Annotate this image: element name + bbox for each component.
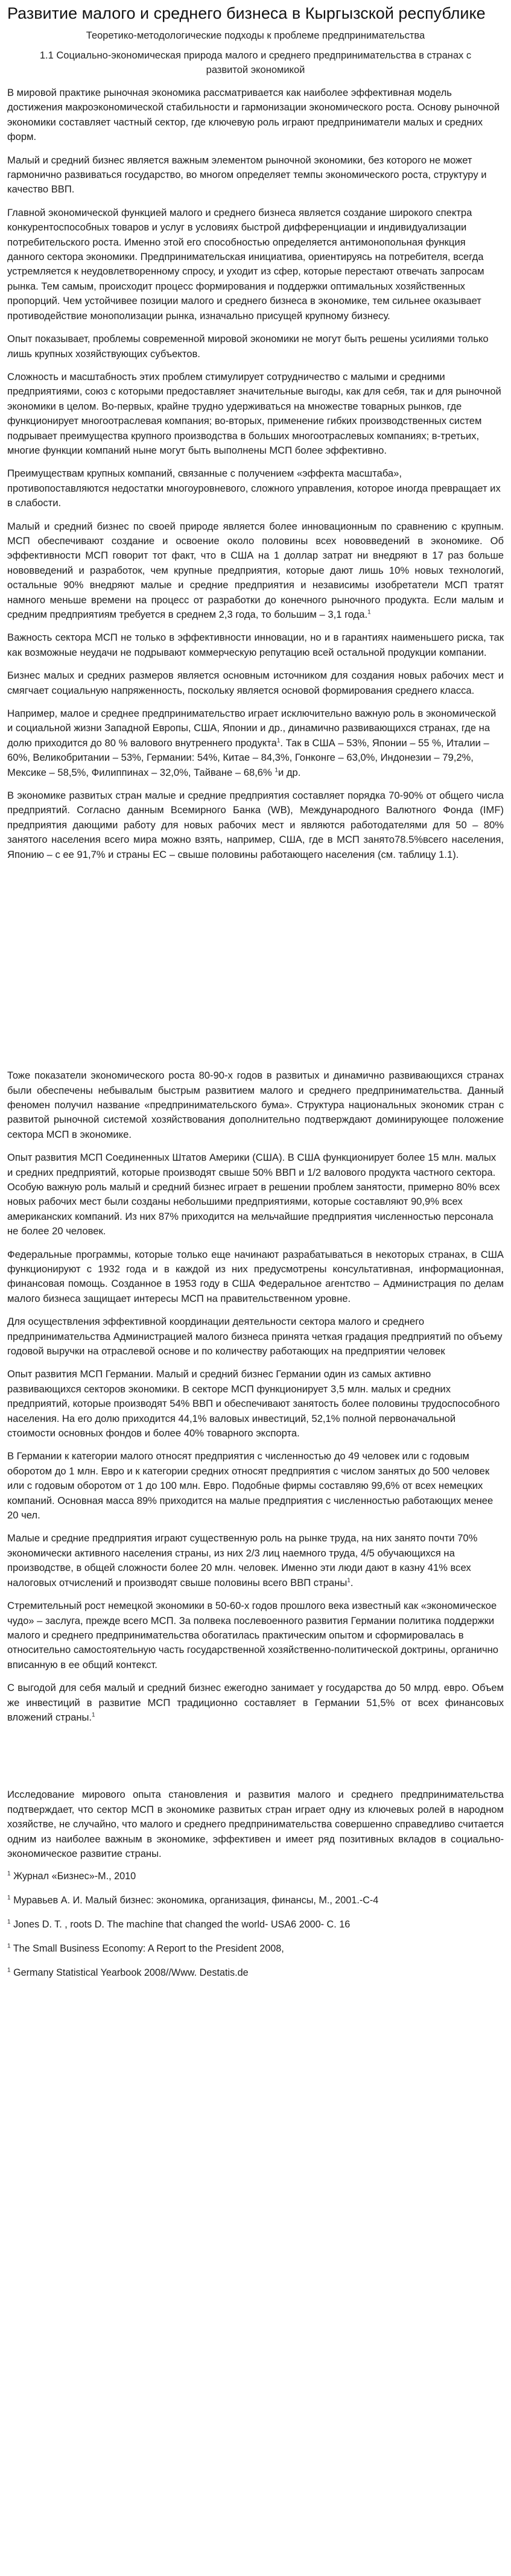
paragraph: В экономике развитых стран малые и средние предприятия составляет порядка 70-90% от общего числа предприятий. Согласно данным Всемирного Банка (WB), Международного Валютного Фонда (IMF) предприятия дающими работу для новых рабочих мест и являются работодателями для 50 – 80% занятого населения всего мира можно взять, например, США, где в МСП занято78.5%всего населения, Японию – с ее 91,7% и страны ЕС – свыше половины работающего населения (см. таблицу 1.1). — [7, 790, 504, 860]
paragraph-with-footnote — [7, 1681, 504, 1725]
paragraph: Опыт развития МСП Германии. Малый и средний бизнес Германии один из самых активно развивающихся секторов экономики. В секторе МСП функционирует 3,5 млн. малых и средних предприятий, которые производят 54% ВВП и обеспечивают занятость более половины трудоспособного населения. На его долю приходится 44,1% валовых инвестиций, 52,1% полной первоначальной стоимости основных фондов и более 40% товарного экспорта. — [7, 1368, 500, 1439]
paragraph-text: С выгодой для себя малый и средний бизнес ежегодно занимает у государства до 50 млрд. евро. Объем же инвестиций в развитие МСП традиционно составляет в Германии 51,5% от всех финансовых вложений страны. — [7, 1682, 504, 1723]
document-title: Развитие малого и среднего бизнеса в Кыргызской республике — [7, 4, 486, 22]
footnote-mark: 1 — [7, 1894, 11, 1902]
paragraph: Важность сектора МСП не только в эффективности инновации, но и в гарантиях наименьшего риска, так как возможные неудачи не подрывают коммерческую репутацию всей остальной продукции компании. — [7, 632, 504, 658]
footnote — [7, 1870, 504, 1883]
paragraph-with-footnote — [7, 706, 504, 780]
footnote-text: Журнал «Бизнес»-М., 2010 — [13, 1871, 136, 1882]
footnote-mark: 1 — [276, 737, 281, 744]
footnote-mark: 1 — [92, 1712, 95, 1719]
footnote-text: The Small Business Economy: A Report to the President 2008, — [13, 1943, 284, 1955]
paragraph: В Германии к категории малого относят предприятия с численностью до 49 человек или с годовым оборотом до 1 млн. Евро и к категории средних относят предприятия с числом занятых до 500 человек или с годовым оборотом от 1 до 100 млн. Евро. Подобные фирмы составляю 99,6% от всех немецких компаний. Основная масса 89% приходится на малые предприятия с численностью работающих менее 20 чел. — [7, 1450, 494, 1521]
paragraph-text-continued: . Так в США – 53%, Японии – 55 %, Италии – 60%, Великобритании – 53%, Германии: 54%, Китае – 84,3%, Гонконге – 63,0%, Индонезии – 79,2%, Мексике – 58,5%, Филиппинах – 32,0%, Тайване – 68,6% — [7, 737, 489, 778]
footnote — [7, 1942, 504, 1955]
paragraph-with-footnote: Малые и средние предприятия играют существенную роль на рынке труда, на них занято почти 70% экономически активного населения страны, из них 2/3 лиц наемного труда, 4/5 обучающихся на производстве, в общей сложности более 20 млн. человек. Именно эти люди дают в казну 41% всех налоговых отчислений и производят свыше половины всего ВВП страны$^1$. — [7, 1532, 478, 1588]
paragraph: Для осуществления эффективной координации деятельности сектора малого и среднего предпринимательства Администрацией малого бизнеса принята четкая градация предприятий по объему годовой выручки на отраслевой основе и по количеству работающих на предприятии человек — [7, 1316, 503, 1357]
footnote-mark: 1 — [275, 767, 278, 774]
paragraph: Федеральные программы, которые только еще начинают разрабатываться в некоторых странах, в США функционируют с 1932 года и в каждой из них предусмотрены консультативная, информационная, финансовая помощь. Созданное в 1953 году в США Федеральное агентство – Администрация по делам малого бизнеса защищает интересы МСП на правительственном уровне. — [7, 1248, 504, 1304]
footnote-mark: 1 — [7, 1943, 11, 1950]
paragraph: Стремительный рост немецкой экономики в 50-60-х годов прошлого века известный как «экономическое чудо» – заслуга, прежде всего МСП. За полвека послевоенного развития Германии политика поддержки малого и среднего предпринимательства обогатилась практическим опытом и сформировалась в относительно самостоятельную часть государственной хозяйственно-политической доктрины, органично вписанную в ее общий контекст. — [7, 1600, 499, 1670]
paragraph-text: Малый и средний бизнес по своей природе является более инновационным по сравнению с крупным. МСП обеспечивают создание и освоение около половины всех нововведений в экономике. Об эффективности МСП говорит тот факт, что в США на 1 доллар затрат ни внедряют в 17 раз больше нововведений и разработок, чем крупные предприятия, которые дают лишь 10% новых технологий, остальные 90% внедряют малые и средние предприятия и независимы изобретатели МСП тратят намного меньше времени на процесс от разработки до конечного рыночного продукта. Если малым и средним предприятиям требуется в среднем 2,3 года, то большим – 3,1 года. — [7, 520, 504, 620]
paragraph: Бизнес малых и средних размеров является основным источником для создания новых рабочих мест и смягчает социальную напряженность, поскольку является основой формирования среднего класса. — [7, 670, 504, 696]
paragraph: В мировой практике рыночная экономика рассматривается как наиболее эффективная модель достижения макроэкономической стабильности и гармонизации экономического роста. Основу рыночной экономики составляет частный сектор, где ключевую роль играют предприниматели малых и средних форм. — [7, 87, 500, 143]
blank-space — [7, 1733, 504, 1788]
paragraph-text: Например, малое и среднее предпринимательство играет исключительно важную роль в экономической и социальной жизни Западной Европы, США, Японии и др., динамично развивающихся странах, где на долю приходится до 80 % валового внутреннего продукта — [7, 708, 497, 749]
paragraph: Главной экономической функцией малого и среднего бизнеса является создание широкого спектра конкурентоспособных товаров и услуг в условиях быстрой дифференциации и индивидуализации потребительского роста. Именно этой его способностью определяется антимонопольная функция данного сектора экономики. Предпринимательская инициатива, ориентируясь на потребителя, всегда устремляется к неудовлетворенному спросу, и уходит из сфер, которые перестают отвечать запросам рынка. Тем самым, происходит процесс формирования и поддержки оптимальных хозяйственных пропорций. Чем устойчивее позиции малого и среднего бизнеса в экономике, тем сильнее оказывает противодействие монополизации рынка, изначально присущей крупному бизнесу. — [7, 206, 484, 322]
paragraph: Тоже показатели экономического роста 80-90-х годов в развитых и динамично развивающихся странах были обеспечены небывалым быстрым развитием малого и среднего предпринимательства. Данный феномен получил название «предпринимательского бума». Структура национальных экономик стран с развитой рыночной системой хозяйствования дополнительно подтверждают доминирующее положение сектора МСП в экономике. — [7, 1070, 504, 1140]
paragraph: Малый и средний бизнес является важным элементом рыночной экономики, без которого не может гармонично развиваться государство, во многом определяет темпы экономического роста, структуру и качество ВВП. — [7, 154, 487, 195]
footnote-text: Jones D. T. , roots D. The machine that changed the world- USA6 2000- C. 16 — [13, 1919, 351, 1930]
footnote-text: Germany Statistical Yearbook 2008//Www. Destatis.de — [13, 1967, 249, 1979]
document-subtitle: Теоретико-методологические подходы к проблеме предпринимательства — [86, 30, 425, 41]
footnote — [7, 1918, 504, 1931]
footnote — [7, 1966, 504, 1979]
paragraph: Опыт развития МСП Соединенных Штатов Америки (США). В США функционирует более 15 млн. малых и средних предприятий, которые производят свыше 50% ВВП и 1/2 валового продукта частного сектора. Особую важную роль малый и средний бизнес играет в решении проблем занятости, примерно 80% всех новых рабочих мест были созданы небольшими предприятиями, которые составляют 90,9% всех американских компаний. Из них 87% приходится на мельчайшие предприятия численностью персонала не более 20 человек. — [7, 1152, 500, 1237]
paragraph: Исследование мирового опыта становления и развития малого и среднего предпринимательства подтверждает, что сектор МСП в экономике развитых стран играет одну из ключевых ролей в народном хозяйстве, не случайно, что малого и среднего предпринимательства совершенно справедливо считается одним из наиболее важным в экономике, эффективен и имеет ряд позитивных вкладов в социально- экономическое развитие страны. — [7, 1789, 504, 1859]
footnote-mark: 1 — [7, 1918, 11, 1926]
paragraph-text-end: и др. — [278, 766, 301, 778]
blank-space — [7, 871, 504, 1068]
paragraph-text: Малые и средние предприятия играют существенную роль на рынке труда, на них занято почти 70% экономически активного населения страны, из них 2/3 лиц наемного труда, 4/5 обучающихся на производстве, в общей сложности более 20 млн. человек. Именно эти люди дают в казну 41% всех налоговых отчислений и производят свыше половины всего ВВП страны — [7, 1532, 478, 1588]
footnote — [7, 1894, 504, 1907]
section-heading: 1.1 Социально-экономическая природа малого и среднего предпринимательства в странах с развитой экономикой — [39, 50, 472, 75]
footnote-mark: 1 — [347, 1577, 351, 1584]
footnotes — [7, 1870, 504, 1979]
paragraph-with-footnote — [7, 519, 504, 623]
footnote-mark: 1 — [7, 1870, 11, 1877]
footnote-text: Муравьев А. И. Малый бизнес: экономика, организация, финансы, М., 2001.-С-4 — [13, 1895, 379, 1906]
paragraph: Сложность и масштабность этих проблем стимулирует сотрудничество с малыми и средними предприятиями, союз с которыми предоставляет значительные выгоды, как для себя, так и для рыночной экономики в целом. Во-первых, крайне трудно удерживаться на множестве товарных рынков, где функционирует многоотраслевая компания; во-вторых, применение гибких производственных систем подрывает преимущества крупного производства в больших многоотраслевых компаниях; в-третьих, многие функции компаний ныне могут быть выполнены МСП более эффективно. — [7, 370, 501, 456]
footnote-mark: 1 — [7, 1967, 11, 1974]
paragraph: Опыт показывает, проблемы современной мировой экономики не могут быть решены усилиями только лишь крупных хозяйствующих субъектов. — [7, 333, 489, 360]
paragraph: Преимуществам крупных компаний, связанные с получением «эффекта масштаба», противопоставляются недостатки многоуровневого, сложного управления, которое иногда превращает их в слабости. — [7, 468, 501, 509]
footnote-mark: 1 — [367, 609, 371, 616]
